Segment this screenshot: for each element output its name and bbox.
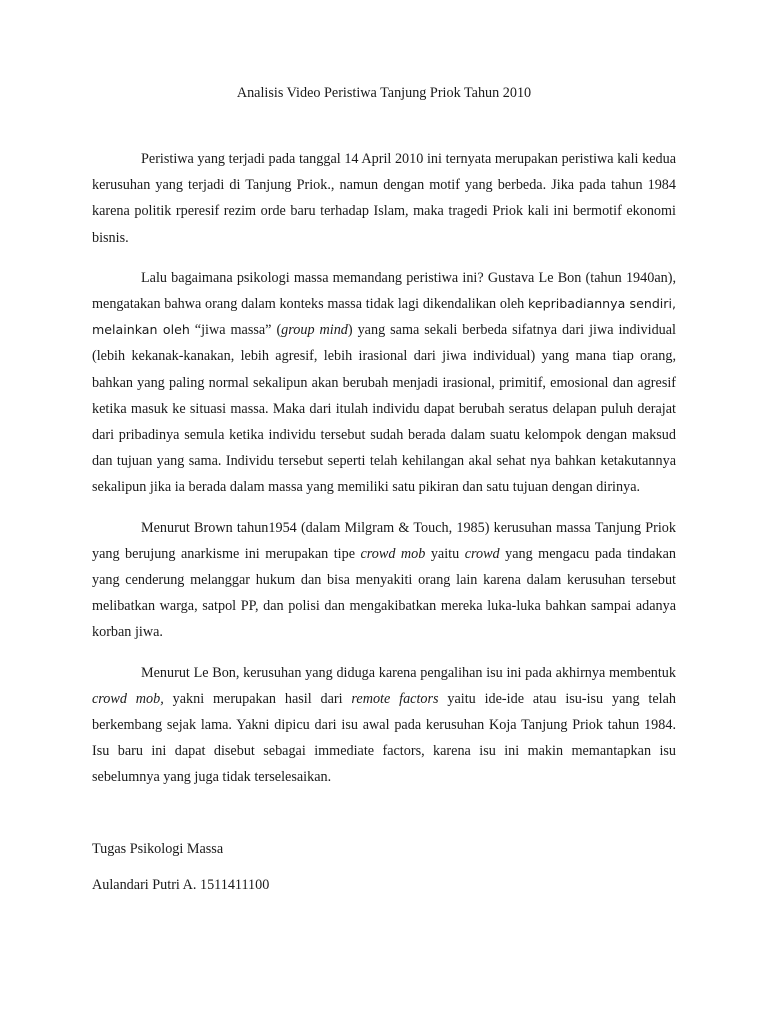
paragraph-2 [92,265,676,501]
paragraph-3-part-a: Menurut Brown tahun1954 (dalam Milgram & Touch, 1985) kerusuhan massa Tanjung Priok yang berujung anarkisme ini merupakan tipe [92,519,676,562]
paragraph-3-part-c: yaitu [425,545,465,562]
paragraph-4-part-a: Menurut Le Bon, kerusuhan yang diduga karena pengalihan isu ini pada akhirnya membentuk [141,664,676,681]
paragraph-1: Peristiwa yang terjadi pada tanggal 14 April 2010 ini ternyata merupakan peristiwa kali kedua kerusuhan yang terjadi di Tanjung Priok., namun dengan motif yang berbeda. Jika pada tahun 1984 karena politik rperesif rezim orde baru terhadap Islam, maka tragedi Priok kali ini bermotif ekonomi bisnis. [92,151,676,246]
term-crowd-mob: crowd mob [360,545,426,562]
paragraph-2-part-e: ) yang sama sekali berbeda sifatnya dari jiwa individual (lebih kekanak-kanakan, lebih agresif, lebih irasional dari jiwa individual) yang mana tiap orang, bahkan yang paling normal sekalipun akan berubah menjadi irasional, primitif, emosional dan agresif ketika masuk ke situasi massa. Maka dari itulah individu dapat berubah seratus delapan puluh derajat dari pribadinya semula ketika individu tersebut sudah berada dalam suatu kelompok dengan maksud dan tujuan yang sama. Individu tersebut seperti telah kehilangan akal sehat nya bahkan ketakutannya sekalipun jika ia berada dalam massa yang memiliki satu pikiran dan satu tujuan dengan dirinya. [92,322,677,496]
paragraph-2-part-b: kepribadiannya sendiri, melainkan oleh [92,296,676,338]
term-group-mind: group mind [281,322,348,339]
paragraph-2-part-a: Lalu bagaimana psikologi massa memandang peristiwa ini? Gustava Le Bon (tahun 1940an), mengatakan bahwa orang dalam konteks massa tidak lagi dikendalikan oleh [92,269,676,313]
term-remote-factors: remote factors [351,690,439,707]
paragraph-2-part-c: “jiwa massa” ( [189,322,282,339]
paragraph-4-part-c: yakni merupakan hasil dari [163,690,352,707]
term-crowd: crowd [464,545,500,562]
document-title: Analisis Video Peristiwa Tanjung Priok Tahun 2010 [236,85,532,101]
term-crowd-mob-2: crowd mob, [92,690,164,707]
paragraph-3-part-e: yang mengacu pada tindakan yang cenderung melanggar hukum dan bisa menyakiti orang lain karena dalam kerusuhan tersebut melibatkan warga, satpol PP, dan polisi dan mengakibatkan mereka luka-luka bahkan sampai adanya korban jiwa. [92,545,676,641]
author-name: Aulandari Putri A. 1511411100 [92,877,270,893]
course-name: Tugas Psikologi Massa [92,841,224,857]
paragraph-4 [92,660,676,791]
paragraph-4-part-e: yaitu ide-ide atau isu-isu yang telah berkembang sejak lama. Yakni dipicu dari isu awal pada kerusuhan Koja Tanjung Priok tahun 1984. Isu baru ini dapat disebut sebagai immediate factors, karena isu ini makin memantapkan isu sebelumnya yang juga tidak terselesaikan. [92,690,676,786]
paragraph-3 [92,515,676,646]
